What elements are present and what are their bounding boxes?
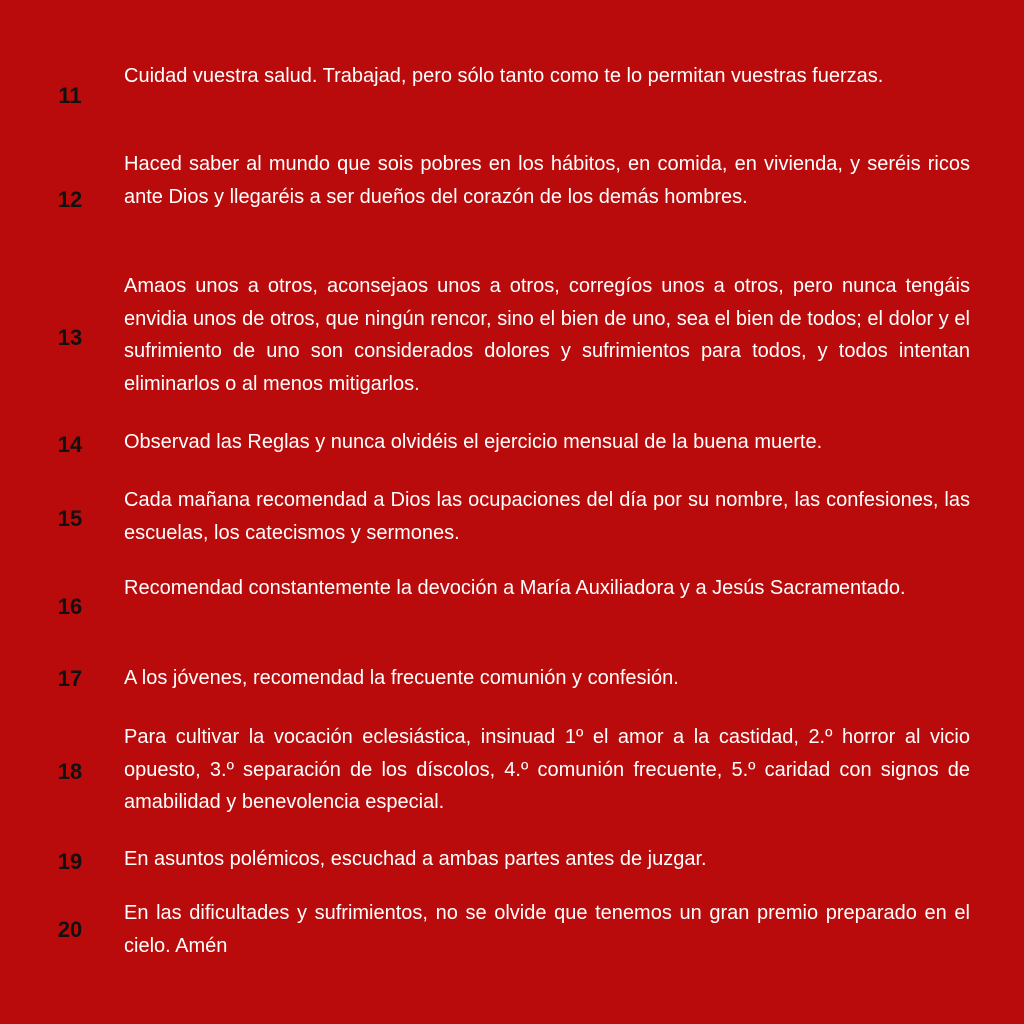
item-text: Haced saber al mundo que sois pobres en los hábitos, en comida, en vivienda, y seréis ricos ante Dios y llegaréis a ser dueños del corazón de los demás hombres. bbox=[124, 153, 970, 208]
item-number: 15 bbox=[57, 506, 83, 531]
item-number: 18 bbox=[57, 759, 83, 784]
item-text: En asuntos polémicos, escuchad a ambas partes antes de juzgar. bbox=[124, 848, 707, 870]
item-text: A los jóvenes, recomendad la frecuente comunión y confesión. bbox=[124, 667, 679, 689]
item-number: 16 bbox=[57, 594, 83, 619]
item-text: Recomendad constantemente la devoción a María Auxiliadora y a Jesús Sacramentado. bbox=[124, 577, 906, 599]
item-text: Cuidad vuestra salud. Trabajad, pero sólo tanto como te lo permitan vuestras fuerzas. bbox=[124, 65, 884, 87]
item-number: 14 bbox=[57, 432, 83, 457]
item-number: 11 bbox=[58, 83, 82, 108]
item-text: En las dificultades y sufrimientos, no se olvide que tenemos un gran premio preparado en el cielo. Amén bbox=[124, 902, 970, 957]
item-text: Para cultivar la vocación eclesiástica, insinuad 1º el amor a la castidad, 2.º horror al vicio opuesto, 3.º separación de los díscolos, 4.º comunión frecuente, 5.º caridad con signos de amabilidad y benevolencia especial. bbox=[124, 726, 970, 813]
item-text: Amaos unos a otros, aconsejaos unos a otros, corregíos unos a otros, pero nunca tengáis envidia unos de otros, que ningún rencor, sino el bien de uno, sea el bien de todos; el dolor y el sufrimiento de uno son considerados dolores y sufrimientos para todos, y todos intentan eliminarlos o al menos mitigarlos. bbox=[124, 275, 970, 395]
item-number: 12 bbox=[57, 187, 83, 212]
item-number: 13 bbox=[57, 325, 83, 350]
item-number: 17 bbox=[57, 666, 83, 691]
item-number: 19 bbox=[57, 849, 83, 874]
item-text: Cada mañana recomendad a Dios las ocupaciones del día por su nombre, las confesiones, las escuelas, los catecismos y sermones. bbox=[124, 489, 970, 544]
item-number: 20 bbox=[57, 917, 83, 942]
item-text: Observad las Reglas y nunca olvidéis el ejercicio mensual de la buena muerte. bbox=[124, 431, 823, 453]
